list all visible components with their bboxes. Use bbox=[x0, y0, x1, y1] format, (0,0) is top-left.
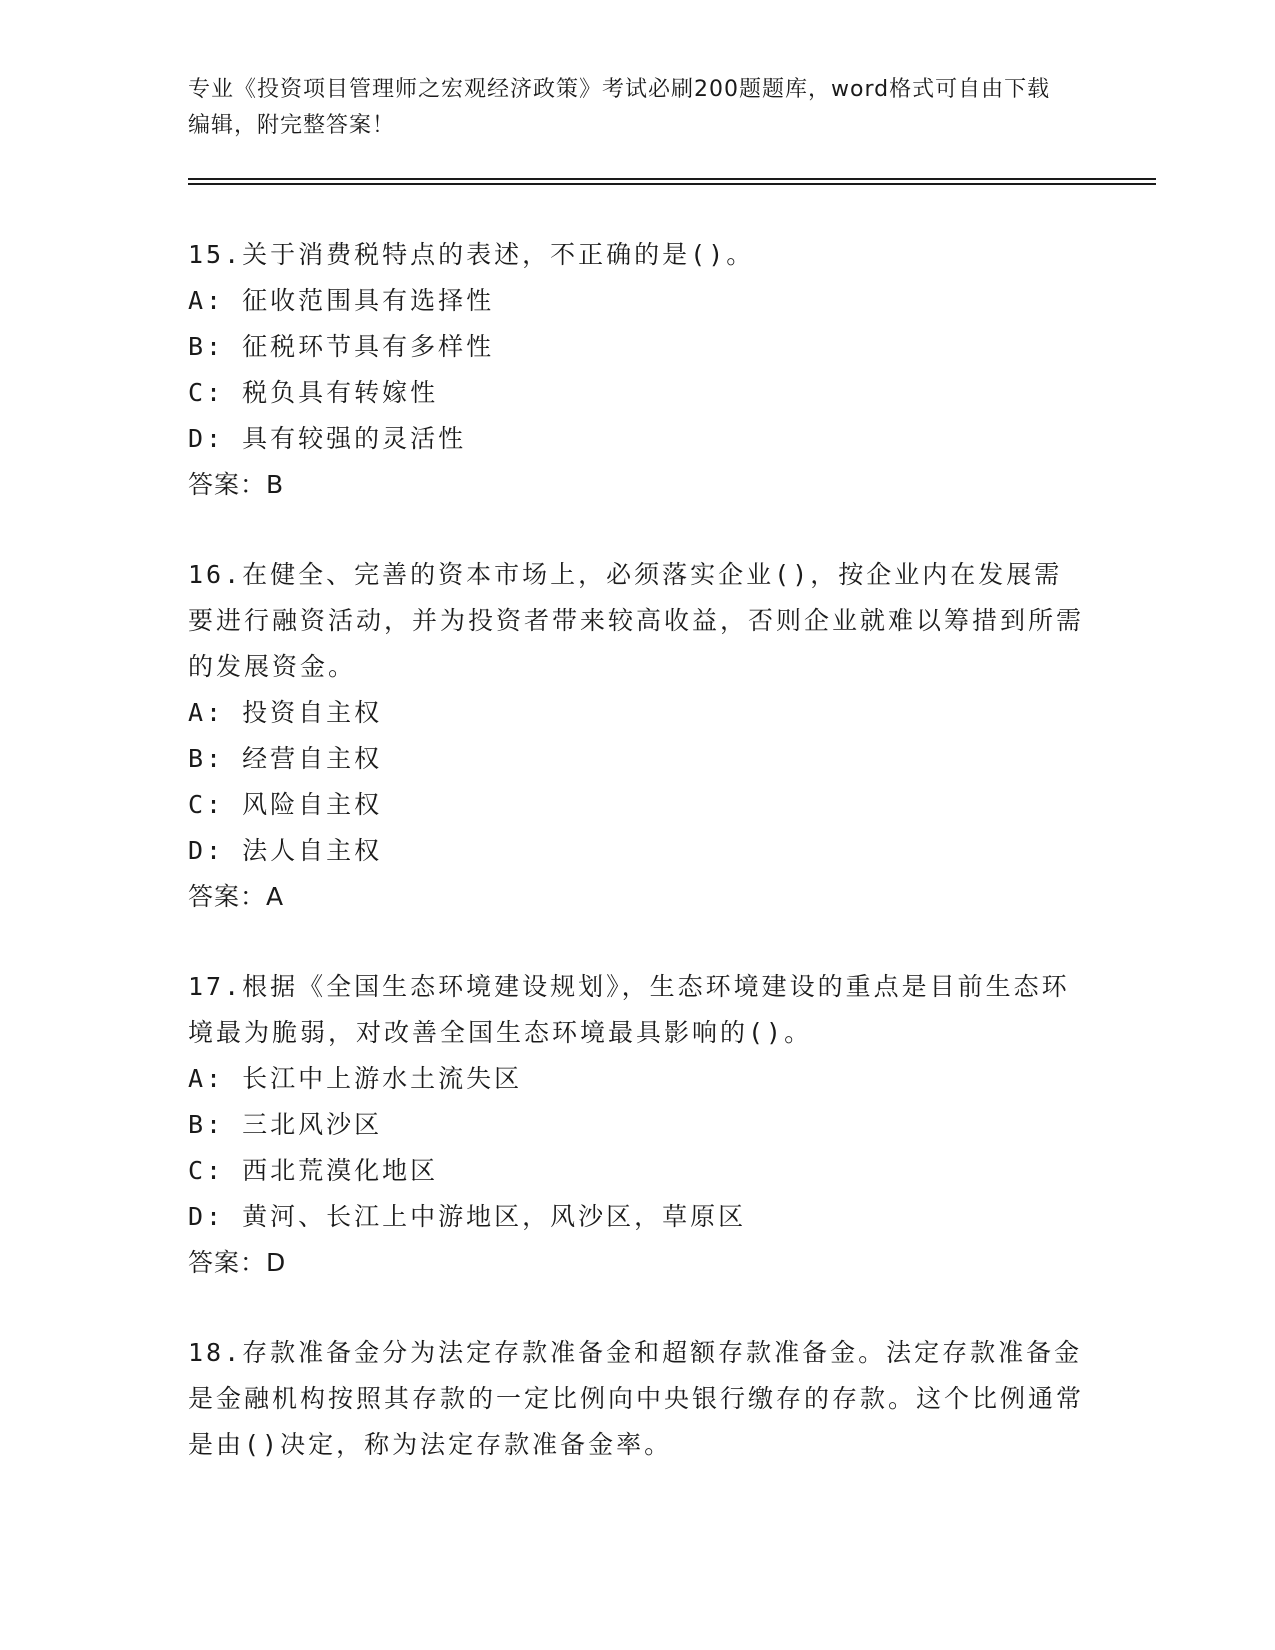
answer: 答案：B bbox=[188, 470, 285, 499]
answer: 答案：A bbox=[188, 882, 285, 911]
option-b: B: 三北风沙区 bbox=[188, 1110, 383, 1139]
question-16 bbox=[188, 552, 1088, 920]
header-divider-bottom bbox=[188, 183, 1156, 185]
header-divider-top bbox=[188, 178, 1156, 180]
option-d: D: 具有较强的灵活性 bbox=[188, 424, 467, 453]
answer: 答案：D bbox=[188, 1248, 287, 1277]
option-c: C: 风险自主权 bbox=[188, 790, 383, 819]
option-a: A: 征收范围具有选择性 bbox=[188, 286, 495, 315]
document-intro: 专业《投资项目管理师之宏观经济政策》考试必刷200题题库，word格式可自由下载编辑，附完整答案！ bbox=[188, 77, 1051, 138]
option-b: B: 经营自主权 bbox=[188, 744, 383, 773]
option-d: D: 法人自主权 bbox=[188, 836, 383, 865]
option-a: A: 长江中上游水土流失区 bbox=[188, 1064, 523, 1093]
option-b: B: 征税环节具有多样性 bbox=[188, 332, 495, 361]
option-c: C: 税负具有转嫁性 bbox=[188, 378, 439, 407]
question-list bbox=[188, 232, 1088, 1512]
question-text: 16.在健全、完善的资本市场上，必须落实企业()，按企业内在发展需要进行融资活动，并为投资者带来较高收益，否则企业就难以筹措到所需的发展资金。 bbox=[188, 560, 1085, 681]
option-c: C: 西北荒漠化地区 bbox=[188, 1156, 439, 1185]
question-15 bbox=[188, 232, 1088, 508]
option-d: D: 黄河、长江上中游地区，风沙区，草原区 bbox=[188, 1202, 747, 1231]
question-text: 15.关于消费税特点的表述，不正确的是()。 bbox=[188, 240, 755, 269]
question-18 bbox=[188, 1330, 1088, 1468]
question-17 bbox=[188, 964, 1088, 1286]
question-text: 17.根据《全国生态环境建设规划》，生态环境建设的重点是目前生态环境最为脆弱，对改善全国生态环境最具影响的()。 bbox=[188, 972, 1070, 1047]
question-text: 18.存款准备金分为法定存款准备金和超额存款准备金。法定存款准备金是金融机构按照其存款的一定比例向中央银行缴存的存款。这个比例通常是由()决定，称为法定存款准备金率。 bbox=[188, 1338, 1085, 1459]
option-a: A: 投资自主权 bbox=[188, 698, 383, 727]
